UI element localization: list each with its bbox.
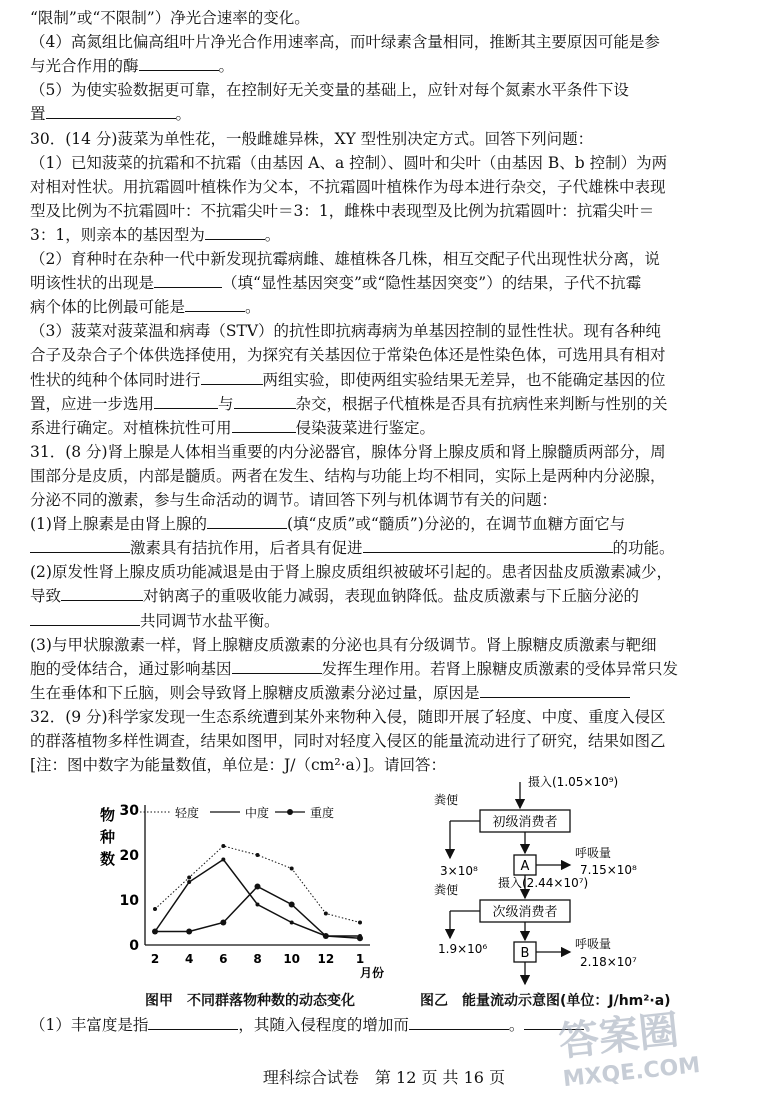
- page-footer: 理科综合试卷 第 12 页 共 16 页: [262, 1068, 506, 1087]
- series-line: [155, 860, 360, 937]
- text-line: [30, 295, 750, 319]
- text-segment: 生在垂体和下丘脑，则会导致肾上腺糖皮质激素分泌过量，原因是: [30, 683, 480, 702]
- text-line: [30, 368, 750, 392]
- watermark-main: 答案圈: [556, 1007, 681, 1066]
- secondary-consumer-label: 次级消费者: [492, 905, 558, 920]
- resp-2-label: 呼吸量: [575, 937, 612, 951]
- text-line: [30, 392, 750, 416]
- intake-2-label: 摄入(2.44×10⁷): [498, 876, 589, 890]
- text-segment: (填“皮质”或“髓质”)分泌的，在调节血糖方面它与: [286, 515, 626, 534]
- text-line: [30, 633, 750, 657]
- text-segment: 与: [218, 394, 234, 413]
- answer-blank[interactable]: [61, 585, 143, 601]
- data-point: [290, 867, 294, 871]
- data-point: [153, 907, 157, 911]
- text-line: [30, 440, 750, 464]
- text-segment: 的功能。: [612, 539, 675, 558]
- text-line: [30, 6, 750, 30]
- text-line: [30, 512, 750, 536]
- text-line: [30, 54, 750, 78]
- text-segment: 性状的纯种个体同时进行: [30, 370, 201, 389]
- answer-blank[interactable]: [154, 393, 218, 409]
- energy-flow-diagram: [420, 770, 740, 995]
- node-a-label: A: [520, 859, 530, 874]
- text-segment: 对钠离子的重吸收能力减弱，表现血钠降低。盐皮质激素与下丘脑分泌的: [143, 587, 640, 606]
- x-tick-label: 10: [283, 952, 301, 966]
- text-line: [30, 30, 750, 54]
- x-tick-label: 2: [150, 952, 160, 966]
- answer-blank[interactable]: [154, 272, 222, 288]
- text-segment: 系进行确定。对植株抗性可用: [30, 418, 232, 437]
- legend-label: 重度: [310, 806, 335, 820]
- answer-blank[interactable]: [232, 417, 296, 433]
- legend-label: 中度: [245, 806, 270, 820]
- text-segment: （3）菠菜对菠菜温和病毒（STV）的抗性即抗病毒病为单基因控制的显性性状。现有各种纯: [30, 322, 662, 341]
- text-segment: 病个体的比例最可能是: [30, 298, 186, 317]
- data-point: [187, 880, 191, 884]
- text-line: [30, 271, 750, 295]
- text-segment: [注：图中数字为能量数值，单位是：J/（cm²·a）]。请回答：: [30, 756, 447, 775]
- x-tick-label: 4: [184, 952, 194, 966]
- text-segment: 侵染菠菜进行鉴定。: [295, 418, 436, 437]
- text-segment: (2)原发性肾上腺皮质功能减退是由于肾上腺皮质组织被破坏引起的。患者因盐皮质激素减少，: [30, 563, 672, 582]
- feces-1-value: 3×10⁸: [440, 864, 478, 878]
- data-point: [221, 858, 225, 862]
- data-point: [186, 929, 192, 935]
- data-point: [324, 912, 328, 916]
- text-line: [30, 681, 750, 705]
- data-point: [323, 933, 329, 939]
- x-tick-label: 6: [219, 952, 228, 966]
- answer-blank[interactable]: [207, 513, 287, 529]
- answer-blank[interactable]: [185, 296, 245, 312]
- text-segment: 。: [264, 225, 281, 244]
- text-segment: 。: [508, 1016, 525, 1034]
- answer-blank[interactable]: [480, 682, 630, 698]
- data-point: [152, 929, 158, 935]
- text-segment: 。: [245, 298, 261, 317]
- text-line: [30, 199, 750, 223]
- x-tick-label: 1: [355, 952, 365, 966]
- text-segment: 置: [30, 105, 46, 124]
- resp-1-label: 呼吸量: [575, 846, 612, 860]
- data-point: [256, 853, 260, 857]
- text-segment: 明该性状的出现是: [30, 274, 155, 293]
- text-segment: 与光合作用的酶: [30, 57, 139, 76]
- data-point: [221, 844, 225, 848]
- y-tick-label: 20: [119, 848, 139, 864]
- text-line: [30, 319, 750, 343]
- y-tick-label: 0: [129, 938, 139, 954]
- x-tick-label: 12: [317, 952, 335, 966]
- resp-1-value: 7.15×10⁸: [580, 863, 637, 877]
- data-point: [256, 903, 260, 907]
- y-tick-label: 30: [119, 803, 139, 819]
- series-line: [155, 887, 360, 939]
- text-segment: 30．(14 分)菠菜为单性花，一般雌雄异株，XY 型性别决定方式。回答下列问题：: [30, 129, 594, 148]
- diagram-caption: 图乙 能量流动示意图(单位：J/hm²·a): [420, 993, 671, 1009]
- text-segment: 导致: [30, 587, 62, 606]
- answer-blank[interactable]: [232, 658, 322, 674]
- x-tick-label: 8: [253, 952, 262, 966]
- chart-caption: 图甲 不同群落物种数的动态变化: [145, 993, 355, 1009]
- data-point: [357, 935, 363, 941]
- text-segment: （1）已知菠菜的抗霜和不抗霜（由基因 A、a 控制）、圆叶和尖叶（由基因 B、b 控制）为两: [30, 153, 668, 172]
- text-segment: 激素具有拮抗作用，后者具有促进: [130, 539, 363, 558]
- data-point: [255, 884, 261, 890]
- text-line: [30, 584, 750, 608]
- text-segment: （1）丰富度是指: [30, 1016, 149, 1034]
- text-segment: 的群落植物多样性调查，结果如图甲，同时对轻度入侵区的能量流动进行了研究，结果如图乙: [30, 732, 666, 750]
- text-segment: 3：1，则亲本的基因型为: [30, 225, 205, 244]
- text-segment: 31．(8 分)肾上腺是人体相当重要的内分泌器官，腺体分肾上腺皮质和肾上腺髓质两部分，周: [30, 442, 666, 461]
- answer-blank[interactable]: [30, 610, 140, 626]
- text-line: [30, 609, 750, 633]
- text-segment: 。: [175, 105, 192, 124]
- answer-blank[interactable]: [363, 537, 613, 553]
- primary-consumer-label: 初级消费者: [492, 815, 558, 830]
- answer-blank[interactable]: [46, 103, 176, 119]
- data-point: [358, 921, 362, 925]
- text-segment: （填“显性基因突变”或“隐性基因突变”）的结果，子代不抗霉: [222, 274, 642, 293]
- text-line: [30, 151, 750, 175]
- text-segment: “限制”或“不限制”）净光合速率的变化。: [30, 9, 310, 27]
- text-segment: 置，应进一步选用: [30, 394, 155, 413]
- text-line: [30, 223, 750, 247]
- text-line: [30, 488, 750, 512]
- y-axis-label-char: 物: [100, 806, 116, 824]
- text-line: [30, 102, 750, 126]
- text-segment: 。: [218, 57, 235, 76]
- text-line: [30, 78, 750, 102]
- y-tick-label: 10: [119, 893, 139, 909]
- y-axis-label-char: 数: [100, 850, 116, 868]
- text-segment: 发挥生理作用。若肾上腺糖皮质激素的受体异常只发: [321, 659, 679, 678]
- data-point: [289, 902, 295, 908]
- chart-svg: [80, 795, 385, 995]
- data-point: [220, 920, 226, 926]
- answer-blank[interactable]: [201, 369, 263, 385]
- text-segment: 型及比例为不抗霜圆叶：不抗霜尖叶＝3：1，雌株中表现型及比例为抗霜圆叶：抗霜尖叶＝: [30, 201, 655, 220]
- feces-1-label: 粪便: [434, 793, 459, 807]
- text-line: [30, 657, 750, 681]
- answer-blank[interactable]: [205, 224, 265, 240]
- data-point: [290, 921, 294, 925]
- text-line: [30, 127, 750, 151]
- data-point: [187, 876, 191, 880]
- species-count-chart: [80, 795, 385, 1005]
- node-b-label: B: [520, 946, 530, 961]
- intake-1-label: 摄入(1.05×10⁹): [528, 775, 619, 789]
- text-segment: （5）为使实验数据更可靠，在控制好无关变量的基础上，应针对每个氮素水平条件下设: [30, 81, 629, 100]
- text-line: [30, 560, 750, 584]
- answer-blank[interactable]: [409, 1014, 509, 1030]
- text-segment: ，其随入侵程度的增加而: [238, 1016, 409, 1034]
- text-segment: 对相对性状。用抗霜圆叶植株作为父本，不抗霜圆叶植株作为母本进行杂交，子代雄株中表现: [30, 177, 666, 196]
- text-segment: 共同调节水盐平衡。: [140, 611, 280, 630]
- text-segment: （2）育种时在杂种一代中新发现抗霉病雌、雄植株各几株，相互交配子代出现性状分离，说: [30, 250, 660, 268]
- y-axis-label-char: 种: [100, 828, 116, 846]
- text-segment: 32．(9 分)科学家发现一生态系统遭到某外来物种入侵，随即开展了轻度、中度、重度入侵区: [30, 707, 666, 726]
- text-line: [30, 416, 750, 440]
- text-line: [30, 705, 750, 729]
- answer-blank[interactable]: [139, 55, 219, 71]
- text-segment: 合子及杂合子个体供选择使用，为探究有关基因位于常染色体还是性染色体，可选用具有相对: [30, 346, 666, 365]
- text-line: [30, 175, 750, 199]
- text-segment: （4）高氮组比偏高组叶片净光合作用速率高，而叶绿素含量相同，推断其主要原因可能是参: [30, 33, 660, 52]
- text-segment: (3)与甲状腺激素一样，肾上腺糖皮质激素的分泌也具有分级调节。肾上腺糖皮质激素与靶细: [30, 635, 657, 654]
- answer-blank[interactable]: [234, 393, 296, 409]
- legend-label: 轻度: [175, 806, 200, 820]
- text-segment: 围部分是皮质，内部是髓质。两者在发生、结构与功能上均不相同，实际上是两种内分泌腺，: [30, 466, 666, 485]
- text-line: [30, 464, 750, 488]
- watermark-sub: MXQE.COM: [561, 1052, 702, 1093]
- text-segment: (1)肾上腺素是由肾上腺的: [30, 515, 207, 534]
- text-line: [30, 247, 750, 271]
- text-segment: 两组实验，即使两组实验结果无差异，也不能确定基因的位: [262, 370, 666, 389]
- feces-2-label: 粪便: [434, 883, 459, 897]
- text-segment: 胞的受体结合，通过影响基因: [30, 659, 232, 678]
- text-segment: 杂交，根据子代植株是否具有抗病性来判断与性别的关: [295, 394, 668, 413]
- text-line: [30, 729, 750, 753]
- answer-blank[interactable]: [148, 1014, 238, 1030]
- feces-2-value: 1.9×10⁶: [438, 942, 488, 956]
- text-line: [30, 343, 750, 367]
- text-line: [30, 536, 750, 560]
- answer-blank[interactable]: [30, 537, 130, 553]
- x-axis-label: 月份: [360, 966, 385, 980]
- legend-marker: [287, 809, 293, 815]
- resp-2-value: 2.18×10⁷: [580, 955, 637, 969]
- text-segment: 分泌不同的激素，参与生命活动的调节。请回答下列与机体调节有关的问题：: [30, 491, 558, 509]
